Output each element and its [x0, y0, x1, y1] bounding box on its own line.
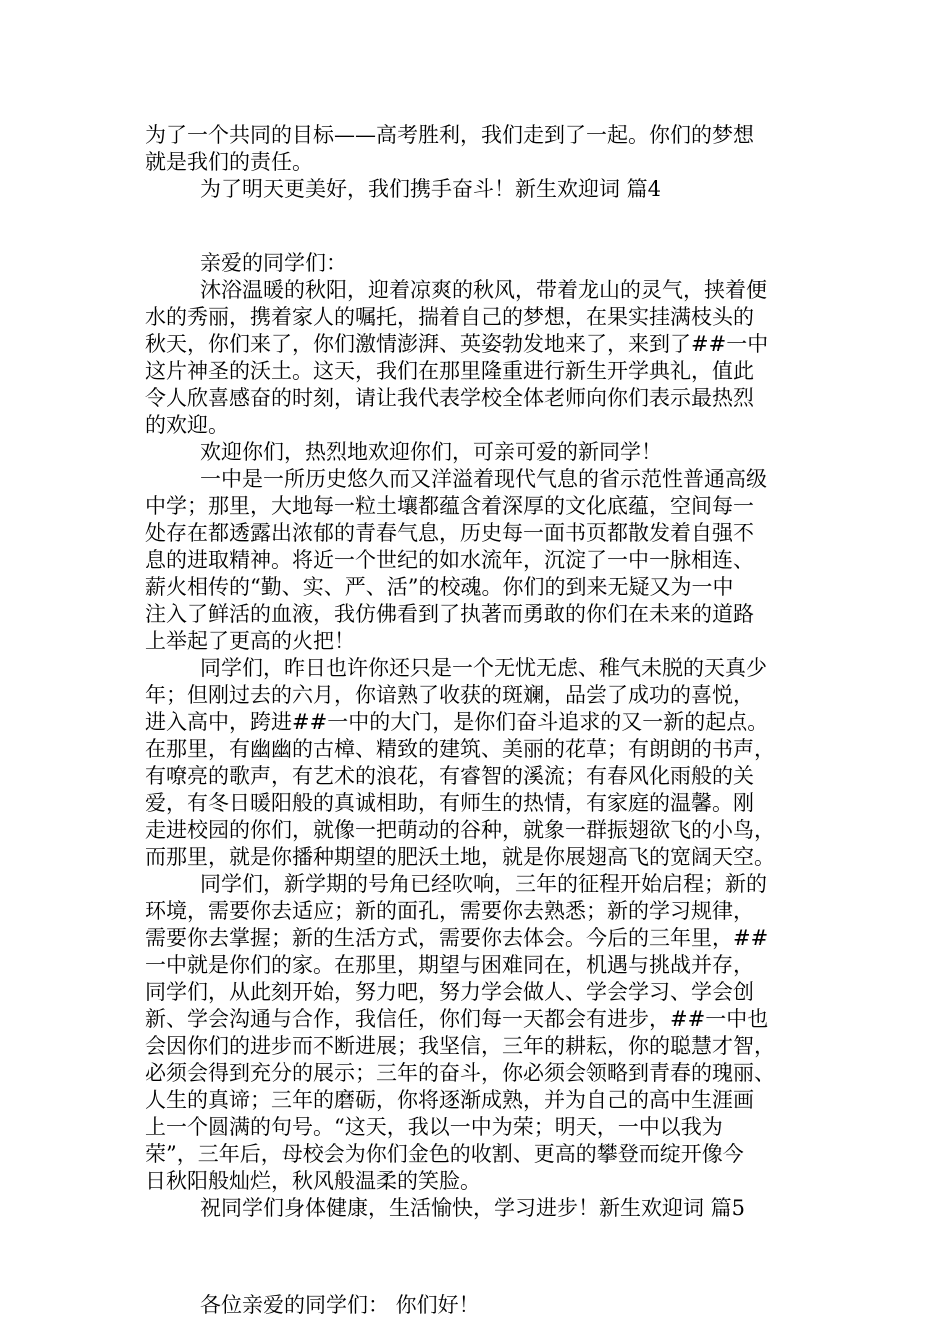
- text-line: 为了一个共同的目标——高考胜利，我们走到了一起。你们的梦想: [145, 123, 754, 147]
- text-line: 环境，需要你去适应；新的面孔，需要你去熟悉；新的学习规律，: [145, 899, 754, 923]
- text-line: 注入了鲜活的血液，我仿佛看到了执著而勇敢的你们在未来的道路: [145, 602, 754, 626]
- text-line: 年；但刚过去的六月，你谙熟了收获的斑斓，品尝了成功的喜悦，: [145, 683, 754, 707]
- section-heading: 为了明天更美好，我们携手奋斗！新生欢迎词 篇4: [200, 177, 662, 201]
- text-line: 的欢迎。: [145, 413, 229, 437]
- text-line: 同学们，昨日也许你还只是一个无忧无虑、稚气未脱的天真少: [200, 656, 767, 680]
- text-line: 进入高中，跨进##一中的大门，是你们奋斗追求的又一新的起点。: [145, 710, 769, 734]
- text-line: 令人欣喜感奋的时刻，请让我代表学校全体老师向你们表示最热烈: [145, 386, 754, 410]
- text-line: 同学们，从此刻开始，努力吧，努力学会做人、学会学习、学会创: [145, 980, 754, 1004]
- text-line: 新、学会沟通与合作，我信任，你们每一天都会有进步，##一中也: [145, 1007, 769, 1031]
- text-line: 而那里，就是你播种期望的肥沃土地，就是你展翅高飞的宽阔天空。: [145, 845, 775, 869]
- text-line: 同学们，新学期的号角已经吹响，三年的征程开始启程；新的: [200, 872, 767, 896]
- text-line: 处存在都透露出浓郁的青春气息，历史每一面书页都散发着自强不: [145, 521, 754, 545]
- text-line: 需要你去掌握；新的生活方式，需要你去体会。今后的三年里，##: [145, 926, 769, 950]
- text-line: 这片神圣的沃土。这天，我们在那里隆重进行新生开学典礼，值此: [145, 359, 754, 383]
- text-line: 必须会得到充分的展示；三年的奋斗，你必须会领略到青春的瑰丽、: [145, 1061, 775, 1085]
- text-line: 一中就是你们的家。在那里，期望与困难同在，机遇与挑战并存，: [145, 953, 754, 977]
- text-line: 上一个圆满的句号。“这天，我以一中为荣；明天，一中以我为: [145, 1115, 723, 1139]
- text-line: 欢迎你们，热烈地欢迎你们，可亲可爱的新同学！: [200, 440, 662, 464]
- text-line: 荣”，三年后，母校会为你们金色的收割、更高的攀登而绽开像今: [145, 1142, 744, 1166]
- text-line: 秋天，你们来了，你们激情澎湃、英姿勃发地来了，来到了##一中: [145, 332, 769, 356]
- text-line: 上举起了更高的火把！: [145, 629, 355, 653]
- text-line: 沐浴温暖的秋阳，迎着凉爽的秋风，带着龙山的灵气，挟着便: [200, 278, 767, 302]
- text-line: 爱，有冬日暖阳般的真诚相助，有师生的热情，有家庭的温馨。刚: [145, 791, 754, 815]
- text-line: 有嘹亮的歌声，有艺术的浪花，有睿智的溪流；有春风化雨般的关: [145, 764, 754, 788]
- salutation: 亲爱的同学们：: [200, 251, 347, 275]
- salutation: 各位亲爱的同学们： 你们好！: [200, 1293, 480, 1317]
- text-line: 中学；那里，大地每一粒土壤都蕴含着深厚的文化底蕴，空间每一: [145, 494, 754, 518]
- text-line: 薪火相传的“勤、实、严、活”的校魂。你们的到来无疑又为一中: [145, 575, 734, 599]
- text-line: 会因你们的进步而不断进展；我坚信，三年的耕耘，你的聪慧才智，: [145, 1034, 775, 1058]
- text-line: 一中是一所历史悠久而又洋溢着现代气息的省示范性普通高级: [200, 467, 767, 491]
- text-line: 走进校园的你们，就像一把萌动的谷种，就象一群振翅欲飞的小鸟，: [145, 818, 775, 842]
- text-line: 日秋阳般灿烂，秋风般温柔的笑脸。: [145, 1169, 481, 1193]
- text-line: 就是我们的责任。: [145, 150, 313, 174]
- text-line: 息的进取精神。将近一个世纪的如水流年，沉淀了一中一脉相连、: [145, 548, 754, 572]
- text-line: 人生的真谛；三年的磨砺，你将逐渐成熟，并为自己的高中生涯画: [145, 1088, 754, 1112]
- text-line: 在那里，有幽幽的古樟、精致的建筑、美丽的花草；有朗朗的书声，: [145, 737, 775, 761]
- section-heading: 祝同学们身体健康，生活愉快，学习进步！新生欢迎词 篇5: [200, 1196, 746, 1220]
- text-line: 水的秀丽，携着家人的嘱托，揣着自己的梦想，在果实挂满枝头的: [145, 305, 754, 329]
